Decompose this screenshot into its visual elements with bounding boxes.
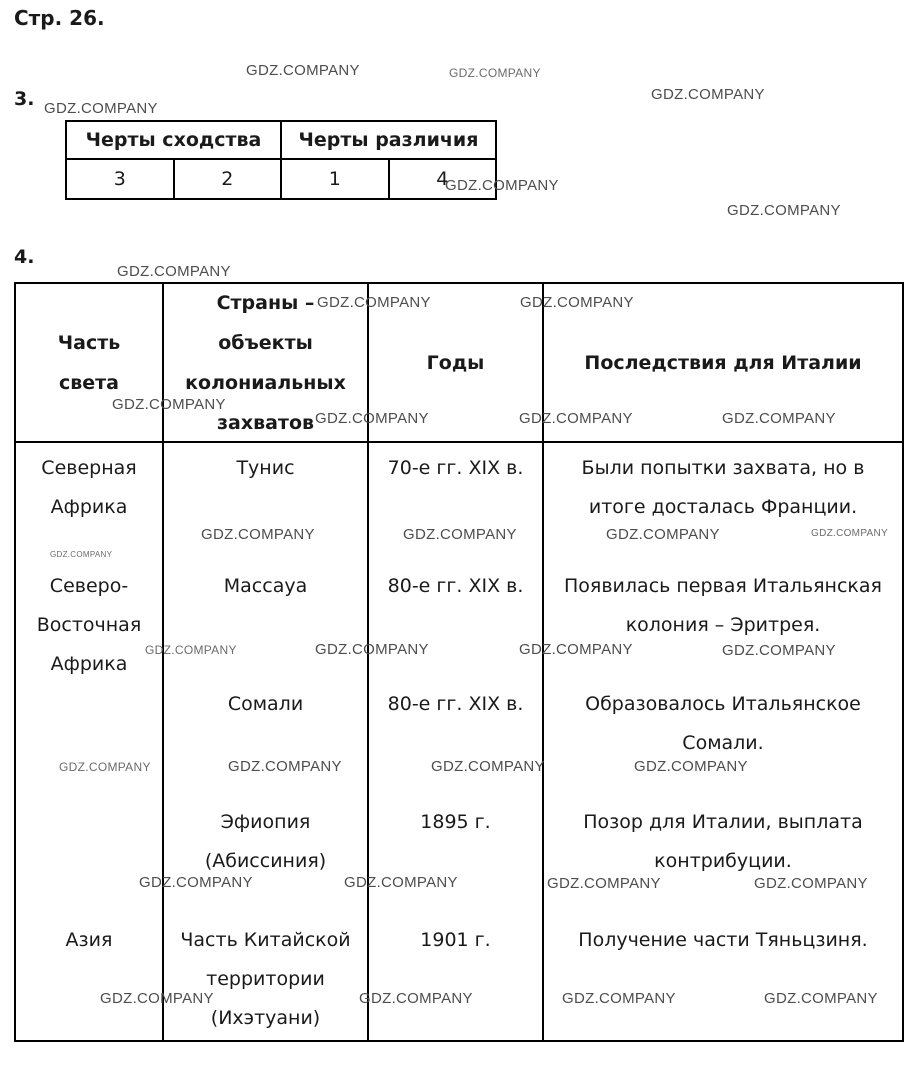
watermark: GDZ.COMPANY <box>44 100 158 117</box>
similarity-table <box>65 120 497 200</box>
watermark: GDZ.COMPANY <box>764 990 878 1007</box>
watermark: GDZ.COMPANY <box>359 990 473 1007</box>
difference-header-cell: Черты различия <box>281 121 496 159</box>
watermark: GDZ.COMPANY <box>562 990 676 1007</box>
table-cell: Позор для Италии, выплата контрибуции. <box>583 811 863 872</box>
watermark: GDZ.COMPANY <box>520 294 634 311</box>
page-heading: Стр. 26. <box>14 6 105 30</box>
watermark: GDZ.COMPANY <box>50 550 113 559</box>
table-cell: Были попытки захвата, но в итоге досталась Франции. <box>581 457 865 518</box>
watermark: GDZ.COMPANY <box>201 526 315 543</box>
header-years <box>369 284 544 441</box>
watermark: GDZ.COMPANY <box>403 526 517 543</box>
watermark: GDZ.COMPANY <box>519 410 633 427</box>
similarity-table-value-row <box>66 159 496 199</box>
table-cell: 4 <box>389 159 497 199</box>
watermark: GDZ.COMPANY <box>445 177 559 194</box>
watermark: GDZ.COMPANY <box>651 86 765 103</box>
table-cell: Массауа <box>164 561 369 679</box>
watermark: GDZ.COMPANY <box>317 294 431 311</box>
colonial-table-body <box>16 443 902 1040</box>
header-consequences <box>544 284 902 441</box>
table-cell: 1 <box>281 159 389 199</box>
table-cell: Эфиопия (Абиссиния) <box>164 797 369 915</box>
watermark: GDZ.COMPANY <box>431 758 545 775</box>
watermark: GDZ.COMPANY <box>112 396 226 413</box>
watermark: GDZ.COMPANY <box>117 263 231 280</box>
watermark: GDZ.COMPANY <box>228 758 342 775</box>
watermark: GDZ.COMPANY <box>606 526 720 543</box>
watermark: GDZ.COMPANY <box>519 641 633 658</box>
header-part-of-world <box>16 284 164 441</box>
watermark: GDZ.COMPANY <box>315 410 429 427</box>
watermark: GDZ.COMPANY <box>754 875 868 892</box>
watermark: GDZ.COMPANY <box>344 874 458 891</box>
watermark: GDZ.COMPANY <box>145 643 237 657</box>
similarity-header-cell: Черты сходства <box>66 121 281 159</box>
table-cell <box>16 797 164 915</box>
table-cell: Часть Китайской территории (Ихэтуани) <box>164 915 369 1040</box>
table-cell: 70-е гг. XIX в. <box>369 443 544 561</box>
watermark: GDZ.COMPANY <box>547 875 661 892</box>
item4-label: 4. <box>14 246 35 268</box>
header-label: Часть света <box>57 331 121 394</box>
watermark: GDZ.COMPANY <box>722 410 836 427</box>
table-cell: Сомали <box>164 679 369 797</box>
watermark: GDZ.COMPANY <box>59 760 151 774</box>
table-cell: Получение части Тяньцзиня. <box>578 929 868 951</box>
table-cell: 1901 г. <box>369 915 544 1040</box>
table-cell: Образовалось Итальянское Сомали. <box>585 693 861 754</box>
table-cell: Появилась первая Итальянская колония – Эритрея. <box>564 575 882 636</box>
watermark: GDZ.COMPANY <box>727 202 841 219</box>
watermark: GDZ.COMPANY <box>634 758 748 775</box>
watermark: GDZ.COMPANY <box>139 874 253 891</box>
watermark: GDZ.COMPANY <box>811 528 889 539</box>
table-cell: 80-е гг. XIX в. <box>369 679 544 797</box>
colonial-table <box>14 282 904 1042</box>
watermark: GDZ.COMPANY <box>100 990 214 1007</box>
table-cell: Тунис <box>164 443 369 561</box>
table-cell: 80-е гг. XIX в. <box>369 561 544 679</box>
table-cell <box>16 679 164 797</box>
watermark: GDZ.COMPANY <box>722 642 836 659</box>
header-label: Годы <box>426 351 485 374</box>
colonial-table-header-row <box>16 284 902 443</box>
table-cell: 3 <box>66 159 174 199</box>
table-cell: Азия <box>16 915 164 1040</box>
table-cell: 2 <box>174 159 282 199</box>
table-cell: Северо-Восточная Африка <box>16 561 164 679</box>
watermark: GDZ.COMPANY <box>246 62 360 79</box>
watermark: GDZ.COMPANY <box>315 641 429 658</box>
header-label: Страны – объекты колониальных захватов <box>185 291 346 434</box>
watermark: GDZ.COMPANY <box>449 66 541 80</box>
table-cell: Северная Африка <box>16 443 164 561</box>
table-cell: 1895 г. <box>369 797 544 915</box>
header-countries <box>164 284 369 441</box>
item3-label: 3. <box>14 88 35 110</box>
header-label: Последствия для Италии <box>584 351 862 374</box>
similarity-table-header-row <box>66 121 496 159</box>
